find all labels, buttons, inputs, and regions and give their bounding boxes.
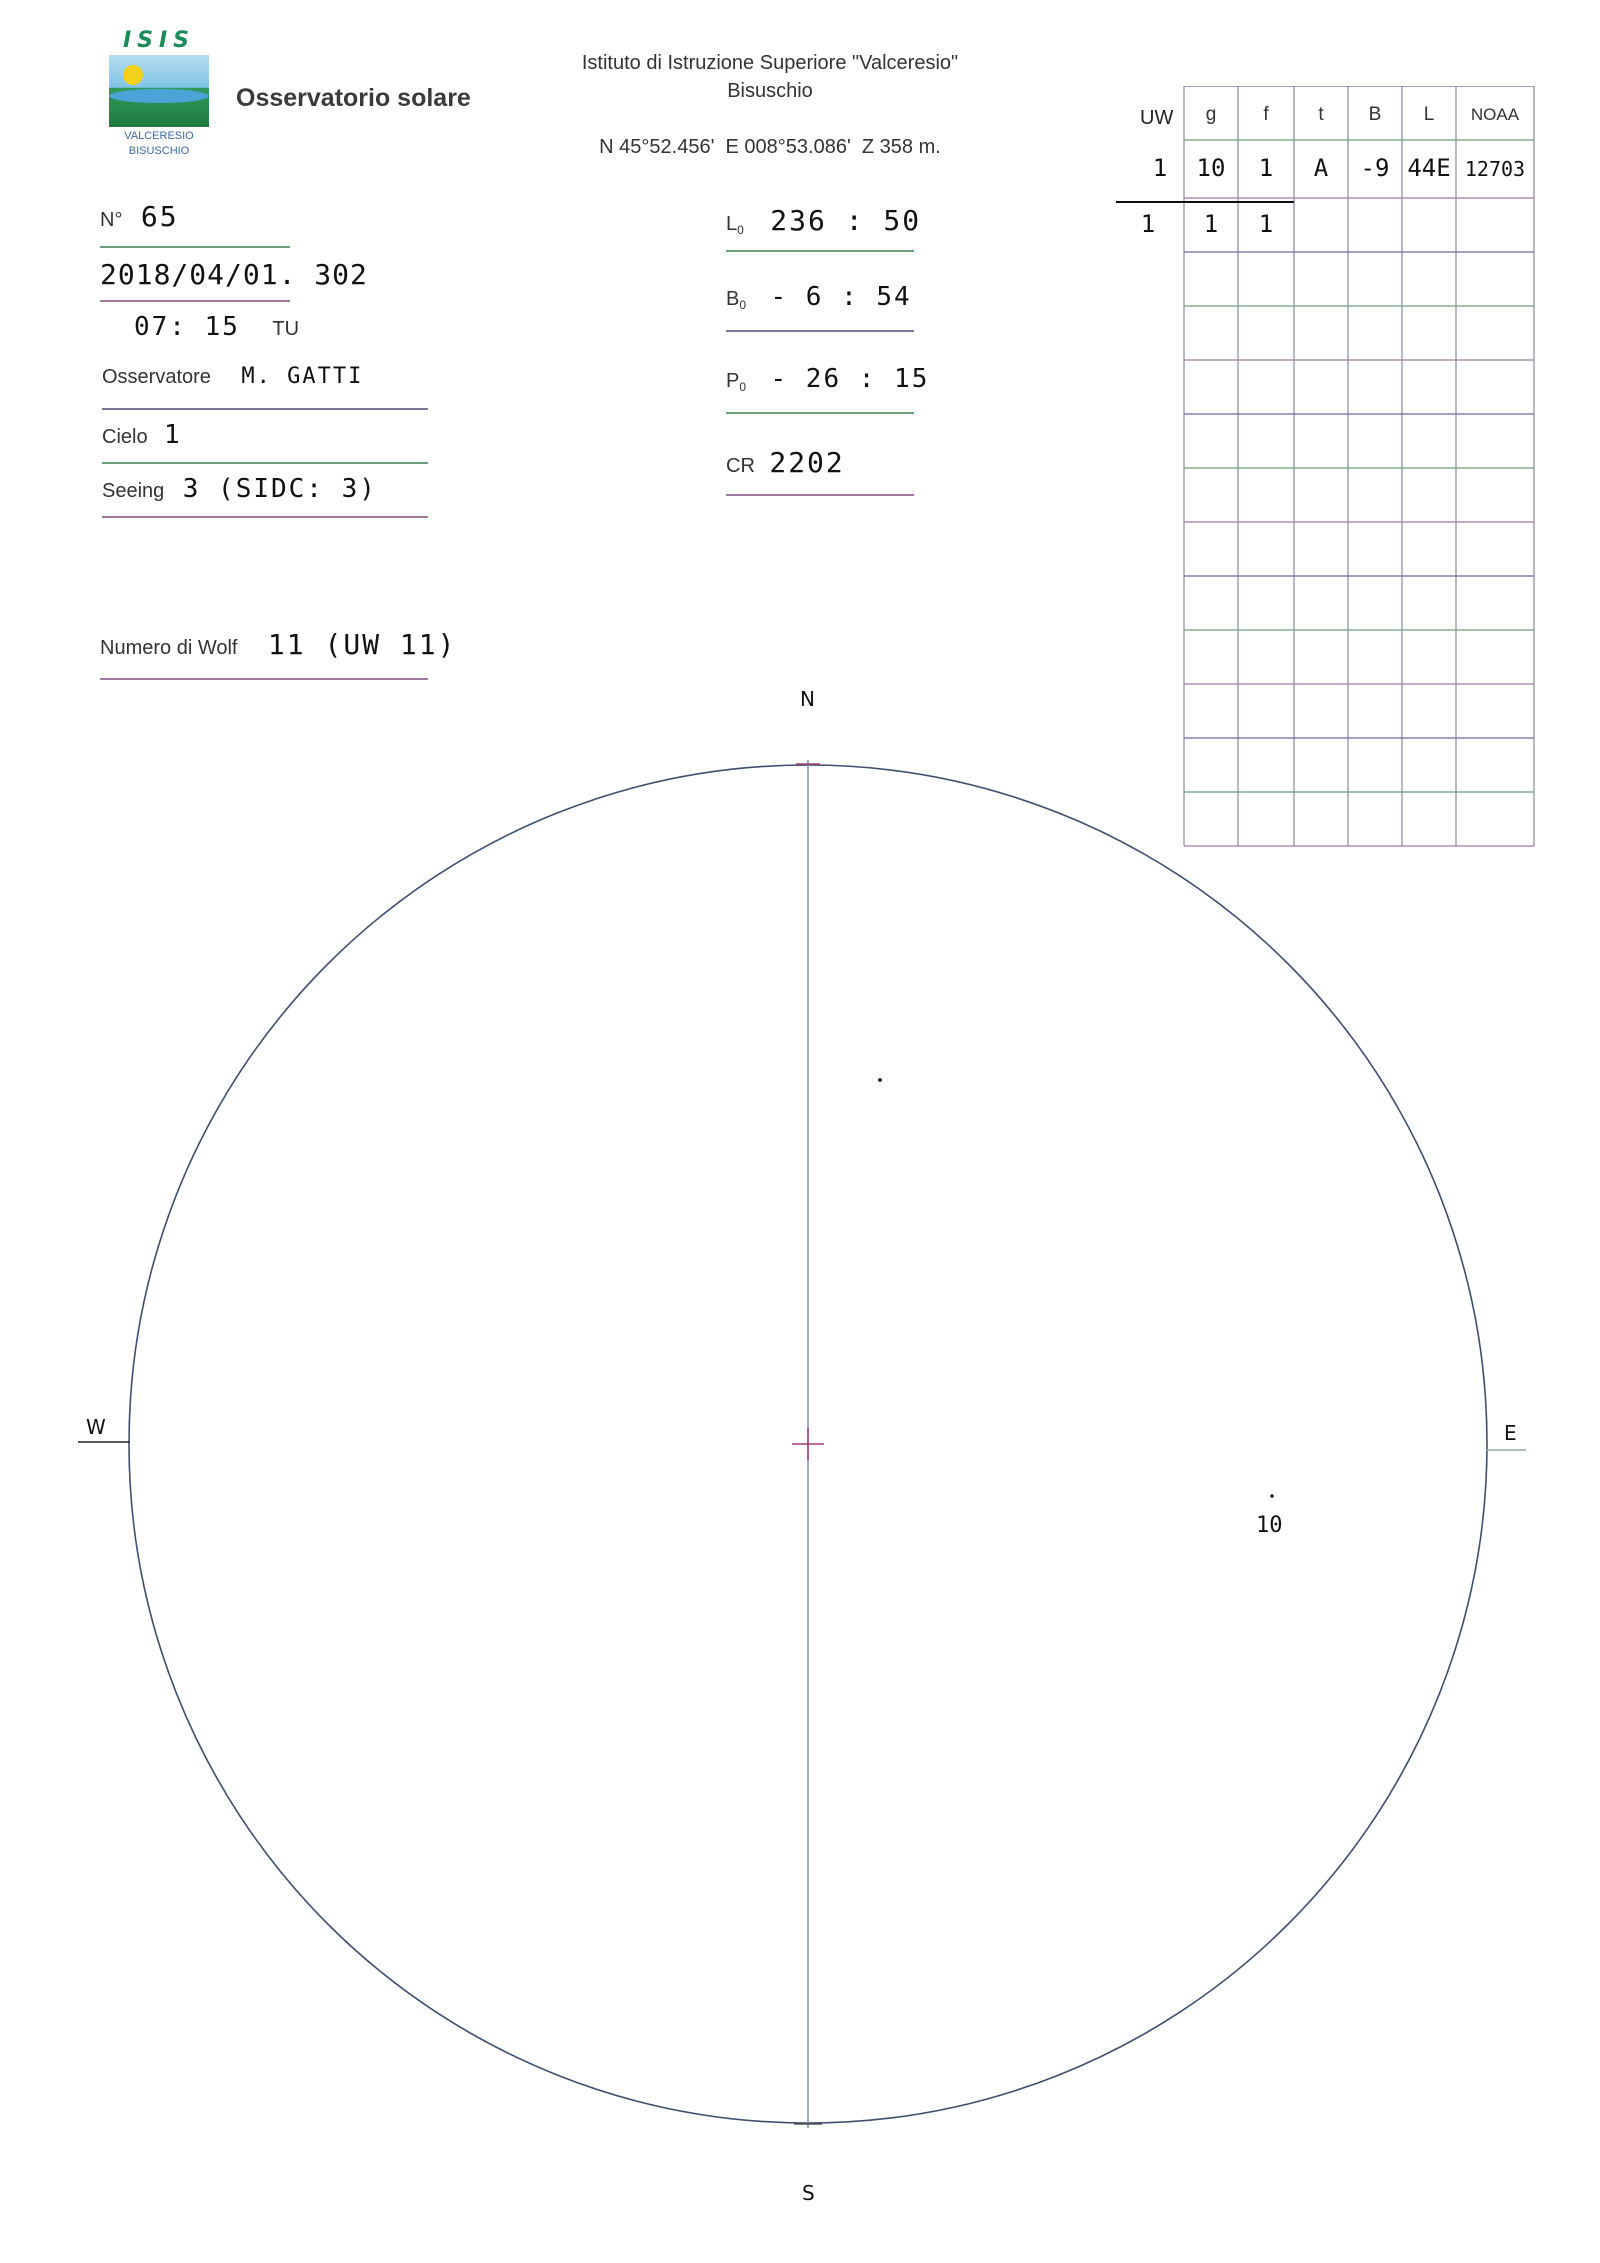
observatory-coordinates: N 45°52.456' E 008°53.086' Z 358 m. (599, 136, 941, 158)
l0-subscript: 0 (737, 223, 744, 238)
l0-label: L (726, 213, 738, 235)
row-b-value: -9 (1360, 154, 1390, 182)
institute-town: Bisuschio (727, 80, 813, 102)
row-f-value: 1 (1258, 154, 1274, 182)
sunspot-group-label: 10 (1256, 1513, 1283, 1538)
cr-value: 2202 (769, 446, 845, 479)
seeing-value: 3 (SIDC: 3) (182, 474, 377, 504)
sunspot-group-dot (1270, 1494, 1274, 1498)
west-label: W (86, 1415, 106, 1439)
number-label: N° (100, 209, 123, 231)
time-value: 07: 15 (134, 312, 240, 342)
b0-subscript: 0 (739, 298, 747, 313)
logo-mark: ISIS (122, 28, 196, 53)
north-label: N (800, 687, 815, 711)
p0-subscript: 0 (739, 380, 747, 395)
wolf-value: 11 (UW 11) (267, 628, 457, 661)
total-uw-value: 1 (1140, 210, 1156, 238)
time-unit: TU (272, 318, 300, 340)
table-header-noaa: NOAA (1470, 105, 1520, 124)
observer-value: M. GATTI (241, 364, 364, 389)
sky-label: Cielo (102, 426, 148, 448)
total-g-value: 1 (1203, 210, 1219, 238)
wolf-label: Numero di Wolf (100, 637, 238, 659)
number-value: 65 (140, 200, 179, 233)
seeing-label: Seeing (102, 480, 165, 502)
b0-value: - 6 : 54 (770, 282, 912, 312)
uw-header: UW (1140, 107, 1174, 129)
table-header-f: f (1263, 104, 1269, 125)
logo-caption-2: BISUSCHIO (128, 145, 190, 157)
p0-value: - 26 : 15 (770, 364, 930, 394)
date-value: 2018/04/01. 302 (100, 258, 368, 291)
total-f-value: 1 (1258, 210, 1274, 238)
b0-label: B (726, 288, 740, 310)
row-noaa-value: 12703 (1464, 157, 1526, 181)
institute-name: Istituto di Istruzione Superiore "Valceresio" (581, 52, 959, 74)
sunspot-dot (878, 1078, 882, 1082)
l0-value: 236 : 50 (770, 204, 922, 237)
observer-label: Osservatore (102, 366, 211, 388)
sky-value: 1 (164, 420, 182, 450)
row-l-value: 44E (1407, 154, 1451, 182)
east-label: E (1504, 1421, 1517, 1445)
page-title: Osservatorio solare (236, 84, 471, 112)
row-uw-value: 1 (1152, 154, 1168, 182)
row-g-value: 10 (1196, 154, 1226, 182)
table-header-l: L (1423, 104, 1435, 125)
row-t-value: A (1313, 154, 1329, 182)
logo-caption-1: VALCERESIO (124, 130, 194, 142)
table-header-t: t (1318, 104, 1324, 125)
table-header-g: g (1205, 104, 1217, 125)
cr-label: CR (726, 455, 755, 477)
south-label: S (802, 2181, 815, 2205)
p0-label: P (726, 370, 740, 392)
table-header-b: B (1368, 104, 1382, 125)
